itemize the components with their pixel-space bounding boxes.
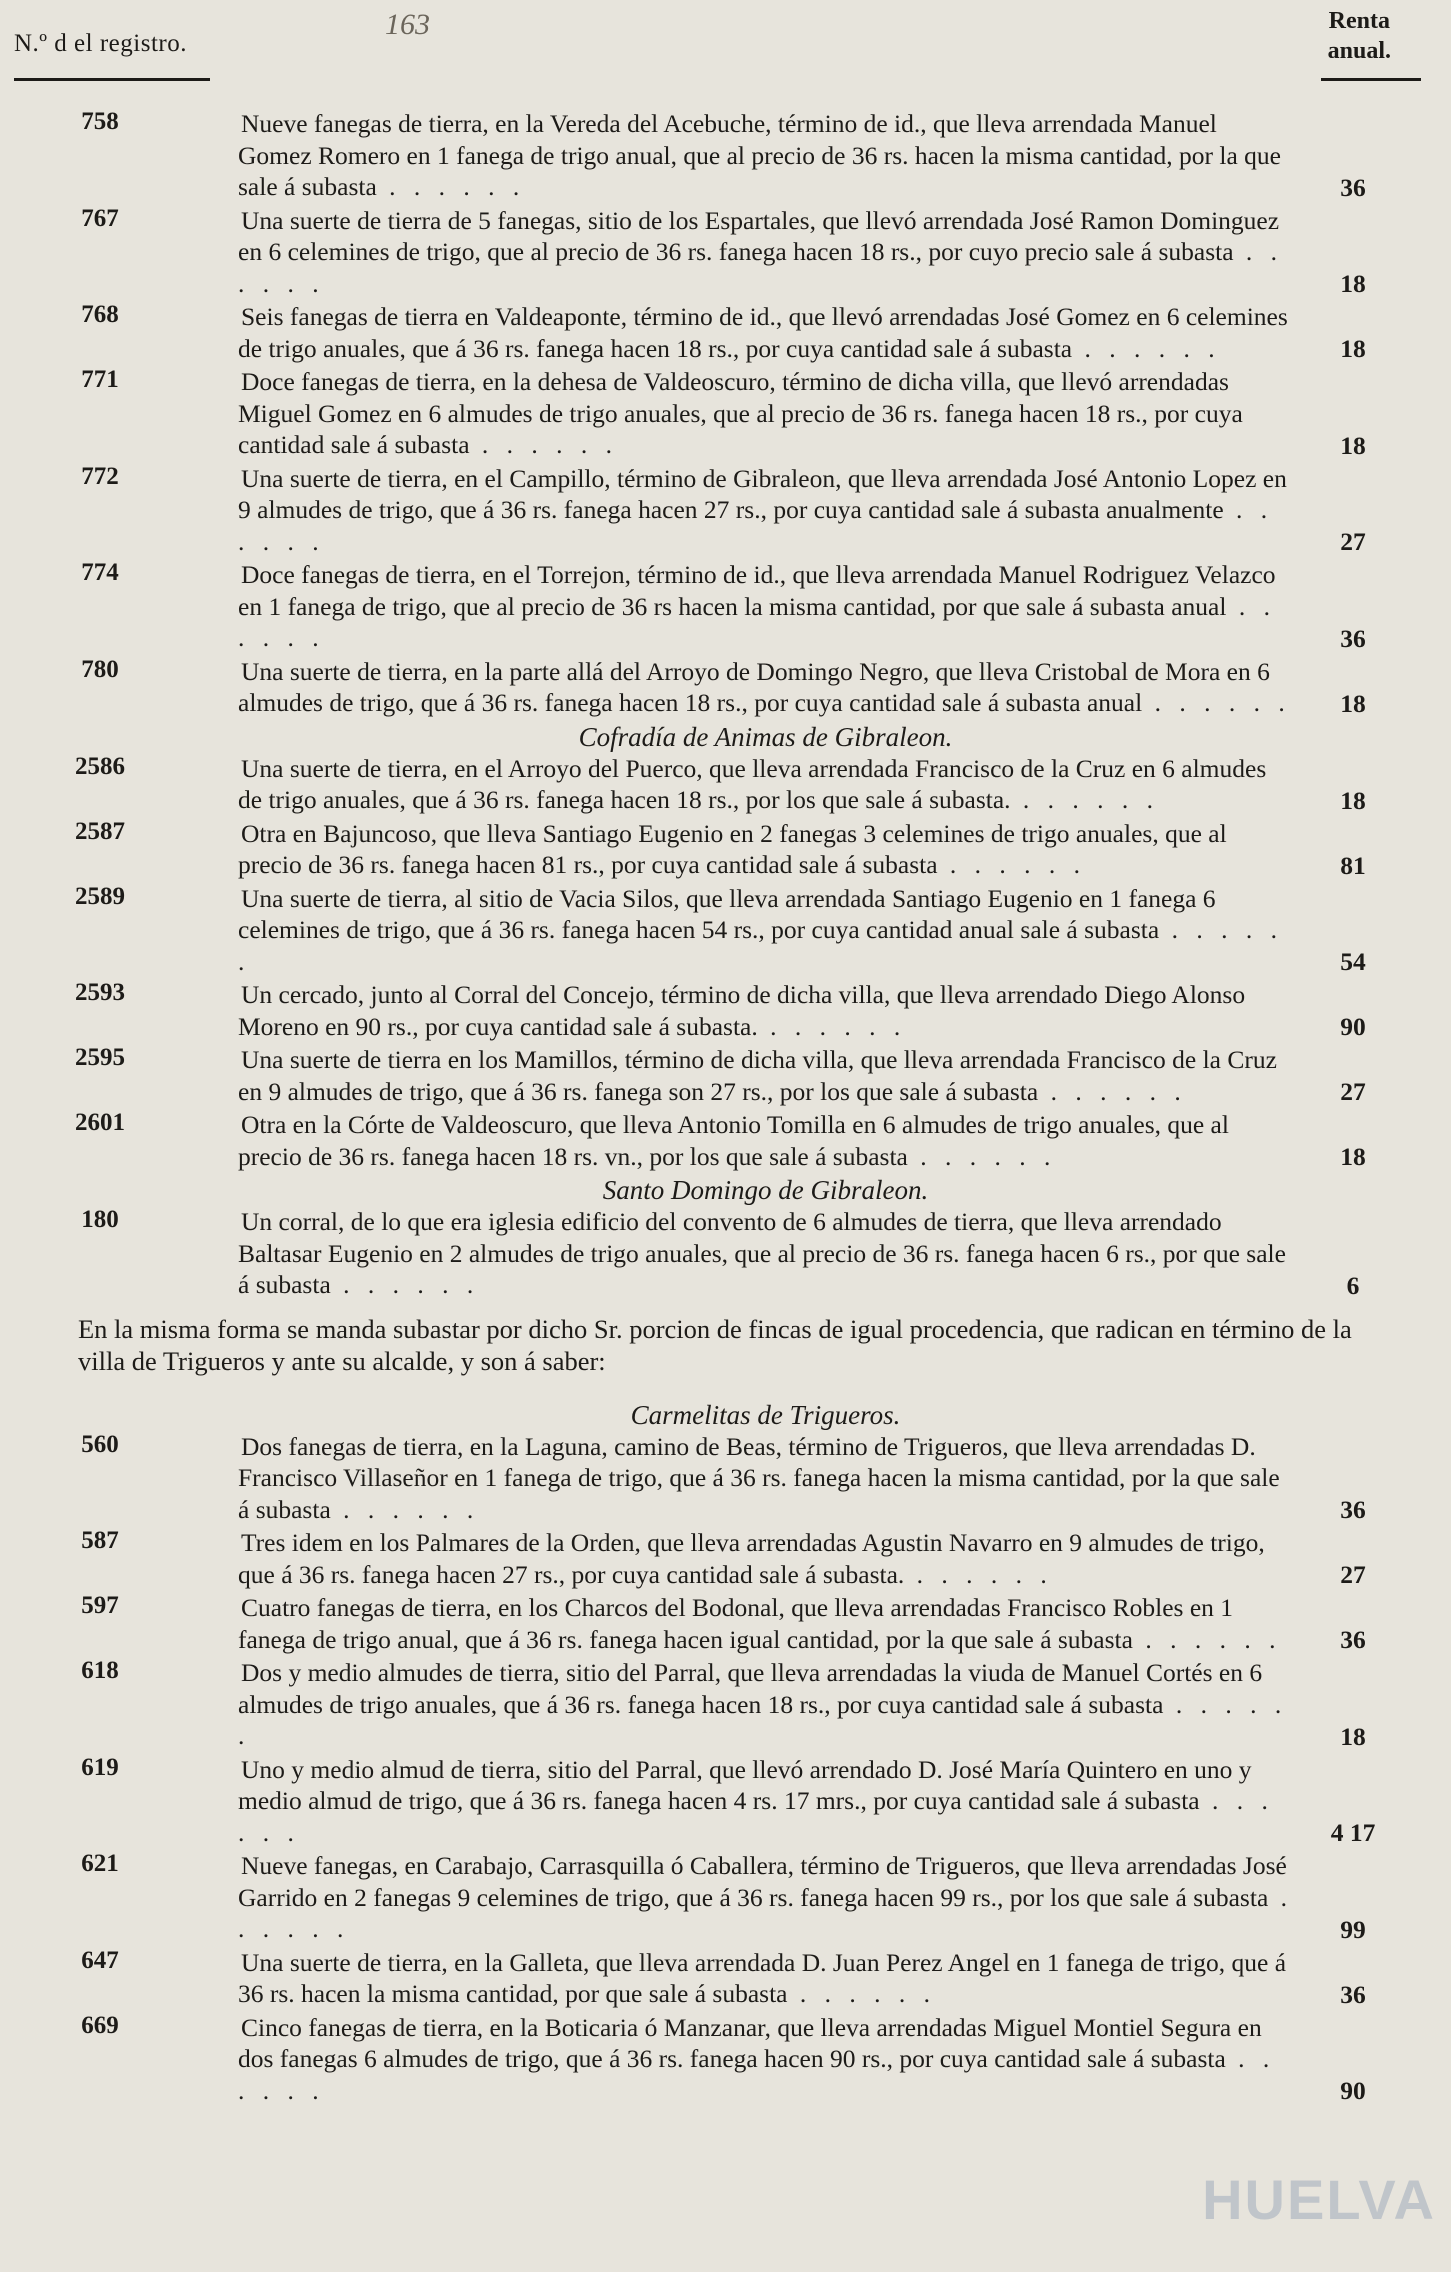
register-entry <box>0 2012 1451 2107</box>
entry-text: Una suerte de tierra, en el Campillo, término de Gibraleon, que lleva arrendada José Antonio Lopez en 9 almudes de trigo, que á 36 rs. fanega hacen 27 rs., por cuya cantidad sale á subasta anualmente <box>238 463 1287 524</box>
annual-rent: 36 <box>1340 172 1366 202</box>
register-entry <box>0 1657 1451 1752</box>
entry-text: Una suerte de tierra, en la Galleta, que lleva arrendada D. Juan Perez Angel en 1 fanega de trigo, que á 36 rs. hacen la misma cantidad, por que sale á subasta <box>238 1947 1287 2008</box>
leader-dots: . . . . . . <box>238 1786 1274 1847</box>
leader-dots: . . . . . . <box>330 1270 480 1299</box>
register-number: 2595 <box>75 1044 125 1071</box>
annual-rent: 90 <box>1340 1012 1366 1041</box>
entry-description <box>238 656 1293 719</box>
register-entry <box>0 1947 1451 2010</box>
entry-text: Dos y medio almudes de tierra, sitio del Parral, que lleva arrendadas la viuda de Manuel Cortés en 6 almudes de trigo anuales, que á 36 rs. fanega hacen 18 rs., por cuya cantidad sale á subasta <box>238 1658 1263 1719</box>
section-heading-santo-domingo: Santo Domingo de Gibraleon. <box>602 1175 929 1205</box>
entry-description <box>238 1527 1293 1590</box>
entry-text: Otra en Bajuncoso, que lleva Santiago Eugenio en 2 fanegas 3 celemines de trigo anuales, que al precio de 36 rs. fanega hacen 81 rs., por cuya cantidad sale á subasta <box>238 818 1227 879</box>
entry-description <box>238 1850 1293 1945</box>
entry-description <box>238 463 1293 558</box>
entry-description <box>238 205 1293 300</box>
header-rule-left <box>14 78 210 81</box>
leader-dots: . . . . . . <box>1010 785 1160 814</box>
register-entry <box>0 1109 1451 1172</box>
annual-rent: 18 <box>1340 785 1366 815</box>
entry-description <box>238 818 1293 881</box>
annual-rent: 99 <box>1340 1914 1366 1944</box>
leader-dots: . . . . . . <box>469 430 619 459</box>
register-number: 618 <box>81 1657 119 1684</box>
entry-text: Doce fanegas de tierra, en la dehesa de Valdeoscuro, término de dicha villa, que llevó arrendadas Miguel Gomez en 6 almudes de trigo anuales, que al precio de 36 rs. fanega hacen 18 rs., por cuya cantidad sale á subasta <box>238 367 1243 459</box>
annual-rent: 36 <box>1340 1625 1366 1654</box>
entry-text: Una suerte de tierra, en la parte allá del Arroyo de Domingo Negro, que lleva Cristobal de Mora en 6 almudes de trigo, que á 36 rs. fanega hacen 18 rs., por cuya cantidad sale á subasta anual <box>238 656 1270 717</box>
register-number: 772 <box>81 462 119 490</box>
register-number: 2586 <box>75 752 125 780</box>
annual-rent: 54 <box>1340 947 1366 976</box>
entry-text: Otra en la Córte de Valdeoscuro, que lleva Antonio Tomilla en 6 almudes de trigo anuales, que al precio de 36 rs. fanega hacen 18 rs. vn., por los que sale á subasta <box>238 1110 1229 1171</box>
annual-rent: 18 <box>1340 688 1366 718</box>
annual-rent: 18 <box>1340 430 1366 460</box>
register-entry <box>0 883 1451 978</box>
annual-rent: 4 17 <box>1330 1818 1376 1847</box>
annual-rent: 36 <box>1340 1495 1366 1524</box>
leader-dots: . . . . . . <box>238 237 1284 298</box>
entry-text: Un corral, de lo que era iglesia edificio del convento de 6 almudes de tierra, que lleva arrendado Baltasar Eugenio en 2 almudes de trigo anuales, que al precio de 36 rs. fanega hacen 6 rs., por que sale á subasta <box>238 1207 1286 1299</box>
register-number: 180 <box>81 1206 119 1233</box>
register-number: 619 <box>81 1753 119 1781</box>
register-entry <box>0 1044 1451 1107</box>
intro-paragraph: En la misma forma se manda subastar por dicho Sr. porcion de fincas de igual procedencia, que radican en término de la villa de Trigueros y ante su alcalde, y son á saber: <box>78 1313 1352 1376</box>
register-entry <box>0 753 1451 816</box>
register-entry <box>0 818 1451 881</box>
annual-rent: 36 <box>1340 1979 1366 2009</box>
register-entry <box>0 463 1451 558</box>
register-entry <box>0 656 1451 719</box>
register-entry <box>0 559 1451 654</box>
entries-block-3 <box>0 1206 1451 1301</box>
register-number: 560 <box>81 1430 119 1458</box>
register-number: 597 <box>81 1592 119 1619</box>
register-entry <box>0 1850 1451 1945</box>
leader-dots: . . . . . . <box>238 915 1283 976</box>
register-number: 2601 <box>75 1109 125 1136</box>
register-number: 771 <box>81 366 119 393</box>
leader-dots: . . . . . . <box>1038 1076 1187 1106</box>
watermark: HUELVA <box>1202 2168 1436 2231</box>
register-entry <box>0 979 1451 1042</box>
register-number: 2587 <box>75 817 125 845</box>
entry-description <box>238 753 1293 816</box>
entry-description <box>238 1657 1293 1752</box>
entry-description <box>238 1947 1293 2010</box>
leader-dots: . . . . . . <box>238 591 1276 652</box>
register-number: 768 <box>81 301 119 328</box>
register-entry <box>0 1754 1451 1849</box>
page-number: 163 <box>385 8 430 41</box>
leader-dots: . . . . . . <box>238 495 1274 556</box>
leader-dots: . . . . . . <box>330 1494 480 1524</box>
entry-text: Doce fanegas de tierra, en el Torrejon, término de id., que lleva arrendada Manuel Rodriguez Velazco en 1 fanega de trigo, que al precio de 36 rs hacen la misma cantidad, por que sale á subasta anual <box>238 560 1276 621</box>
annual-rent-header <box>1328 6 1391 66</box>
register-number: 2593 <box>75 979 125 1006</box>
annual-rent-header-line1: Renta <box>1328 8 1390 34</box>
leader-dots: . . . . . . <box>937 850 1087 879</box>
entry-text: Una suerte de tierra, en el Arroyo del Puerco, que lleva arrendada Francisco de la Cruz en 6 almudes de trigo anuales, que á 36 rs. fanega hacen 18 rs., por los que sale á subasta. <box>238 753 1267 814</box>
annual-rent: 18 <box>1340 1142 1366 1171</box>
register-number: 647 <box>81 1946 119 1974</box>
entry-description <box>238 366 1293 461</box>
register-number: 621 <box>81 1850 119 1877</box>
leader-dots: . . . . . . <box>1072 333 1221 363</box>
register-entry <box>0 205 1451 300</box>
register-number: 669 <box>81 2011 119 2039</box>
register-number: 767 <box>81 204 119 232</box>
entry-text: Una suerte de tierra en los Mamillos, término de dicha villa, que lleva arrendada Francisco de la Cruz en 9 almudes de trigo, que á 36 rs. fanega son 27 rs., por los que sale á subasta <box>238 1045 1277 1106</box>
entry-description <box>238 1431 1293 1526</box>
entry-description <box>238 301 1293 364</box>
leader-dots: . . . . . . <box>907 1141 1057 1171</box>
entry-text: Cinco fanegas de tierra, en la Boticaria ó Manzanar, que lleva arrendadas Miguel Montiel Segura en dos fanegas 6 almudes de trigo, que á 36 rs. fanega hacen 90 rs., por cuya cantidad sale á subasta <box>238 2012 1262 2073</box>
register-number-header: N.º d el registro. <box>14 30 187 57</box>
entry-text: Uno y medio almud de tierra, sitio del Parral, que llevó arrendado D. José María Quintero en uno y medio almud de trigo, que á 36 rs. fanega hacen 4 rs. 17 mrs., por cuya cantidad sale á subasta <box>238 1754 1252 1815</box>
leader-dots: . . . . . . <box>238 2044 1276 2105</box>
section-heading-carmelitas: Carmelitas de Trigueros. <box>630 1399 901 1430</box>
entry-text: Tres idem en los Palmares de la Orden, que lleva arrendadas Agustin Navarro en 9 almudes de trigo, que á 36 rs. fanega hacen 27 rs., por cuya cantidad sale á subasta. <box>238 1528 1265 1589</box>
leader-dots: . . . . . . <box>1142 688 1291 717</box>
document-content <box>0 108 1451 2108</box>
annual-rent: 27 <box>1340 527 1366 556</box>
leader-dots: . . . . . . <box>238 1689 1288 1750</box>
register-entry <box>0 108 1451 203</box>
register-number: 780 <box>81 655 119 683</box>
register-entry <box>0 1431 1451 1526</box>
register-entry <box>0 366 1451 461</box>
entry-description <box>238 1044 1293 1107</box>
annual-rent: 90 <box>1340 2076 1366 2105</box>
entry-description <box>238 1754 1293 1849</box>
entry-description <box>238 559 1293 654</box>
entry-description <box>238 2012 1293 2107</box>
register-number: 587 <box>81 1527 119 1554</box>
leader-dots: . . . . . . <box>376 172 526 201</box>
entry-text: Dos fanegas de tierra, en la Laguna, camino de Beas, término de Trigueros, que lleva arrendadas D. Francisco Villaseñor en 1 fanega de trigo, que á 36 rs. fanega hacen la misma cantidad, por la que sale á subasta <box>238 1431 1280 1524</box>
register-entry <box>0 1592 1451 1655</box>
entry-description <box>238 1592 1293 1655</box>
entries-block-4 <box>0 1431 1451 2107</box>
register-entry <box>0 301 1451 364</box>
annual-rent: 27 <box>1340 1560 1366 1589</box>
annual-rent: 18 <box>1340 334 1366 363</box>
section-heading-cofradia: Cofradía de Animas de Gibraleon. <box>578 721 953 752</box>
register-number: 2589 <box>75 882 125 910</box>
entry-text: Una suerte de tierra, al sitio de Vacia Silos, que lleva arrendada Santiago Eugenio en 1 fanega 6 celemines de trigo, que á 36 rs. fanega hacen 54 rs., por cuya cantidad anual sale á subasta <box>238 883 1216 944</box>
annual-rent-header-line2: anual. <box>1327 38 1391 64</box>
entry-text: Nueve fanegas de tierra, en la Vereda del Acebuche, término de id., que lleva arrendada Manuel Gomez Romero en 1 fanega de trigo anual, que al precio de 36 rs. hacen la misma cantidad, por la que sale á subasta <box>238 109 1281 201</box>
entry-description <box>238 979 1293 1042</box>
entry-description <box>238 1109 1293 1172</box>
entry-text: Un cercado, junto al Corral del Concejo, término de dicha villa, que lleva arrendado Diego Alonso Moreno en 90 rs., por cuya cantidad sale á subasta. <box>238 980 1246 1041</box>
register-number: 774 <box>81 559 119 586</box>
entry-text: Nueve fanegas, en Carabajo, Carrasquilla ó Caballera, término de Trigueros, que lleva arrendadas José Garrido en 2 fanegas 9 celemines de trigo, que á 36 rs. fanega hacen 99 rs., por los que sale á subasta <box>238 1851 1287 1912</box>
entry-description <box>238 1206 1293 1301</box>
leader-dots: . . . . . . <box>1132 1624 1282 1654</box>
register-entry <box>0 1527 1451 1590</box>
annual-rent: 18 <box>1340 1721 1366 1751</box>
entry-text: Cuatro fanegas de tierra, en los Charcos del Bodonal, que lleva arrendadas Francisco Robles en 1 fanega de trigo anual, que á 36 rs. fanega hacen igual cantidad, por la que sale á subasta <box>238 1593 1234 1654</box>
annual-rent: 6 <box>1346 1270 1360 1300</box>
entry-description <box>238 883 1293 978</box>
register-entry <box>0 1206 1451 1301</box>
leader-dots: . . . . . . <box>787 1979 936 2008</box>
entry-text: Seis fanegas de tierra en Valdeaponte, término de id., que llevó arrendadas José Gomez en 6 celemines de trigo anuales, que á 36 rs. fanega hacen 18 rs., por cuya cantidad sale á subasta <box>238 302 1288 363</box>
annual-rent: 81 <box>1340 850 1366 880</box>
annual-rent: 36 <box>1340 623 1366 653</box>
leader-dots: . . . . . . <box>238 1882 1294 1943</box>
leader-dots: . . . . . . <box>904 1559 1053 1589</box>
register-number: 758 <box>81 108 119 135</box>
entries-block-2 <box>0 753 1451 1173</box>
header-rule-right <box>1321 78 1421 81</box>
annual-rent: 18 <box>1340 269 1366 298</box>
entry-text: Una suerte de tierra de 5 fanegas, sitio de los Espartales, que llevó arrendada José Ramon Dominguez en 6 celemines de trigo, que al precio de 36 rs. fanega hacen 18 rs., por cuyo precio sale á subasta <box>238 205 1280 266</box>
entry-description <box>238 108 1293 203</box>
annual-rent: 27 <box>1340 1077 1366 1106</box>
leader-dots: . . . . . . <box>757 1011 907 1041</box>
entries-block-1 <box>0 108 1451 719</box>
